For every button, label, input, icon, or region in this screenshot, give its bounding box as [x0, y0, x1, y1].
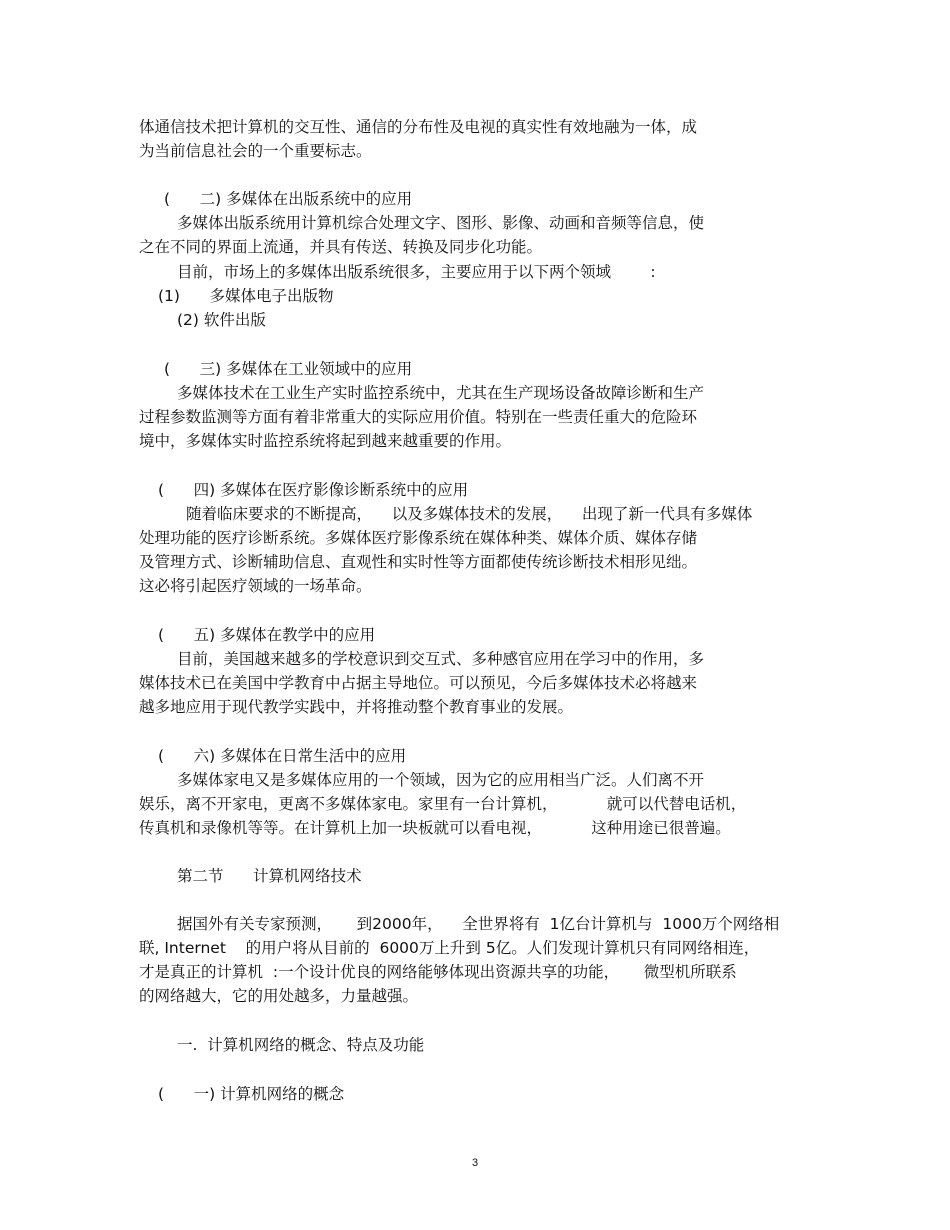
text-line: 目前，美国越来越多的学校意识到交互式、多种感官应用在学习中的作用，多 [177, 650, 705, 668]
text-line: 越多地应用于现代教学实践中，并将推动整个教育事业的发展。 [139, 698, 574, 716]
text-line: 多媒体技术在工业生产实时监控系统中，尤其在生产现场设备故障诊断和生产 [177, 384, 705, 402]
text-line: 体通信技术把计算机的交互性、通信的分布性及电视的真实性有效地融为一体，成 [139, 118, 698, 136]
text-line: 娱乐，离不开家电，更离不多媒体家电。家里有一台计算机， 就可以代替电话机， [139, 795, 747, 813]
text-line: 的网络越大，它的用处越多，力量越强。 [139, 987, 419, 1005]
list-item: (1) 多媒体电子出版物 [158, 287, 334, 305]
text-line: 之在不同的界面上流通，并具有传送、转换及同步化功能。 [139, 238, 543, 256]
page-number: 3 [471, 1157, 479, 1169]
chapter-heading: 第二节 计算机网络技术 [177, 867, 362, 885]
section-heading: ( 一) 计算机网络的概念 [158, 1085, 345, 1103]
text-line: 这必将引起医疗领域的一场革命。 [139, 577, 372, 595]
section-heading: ( 二) 多媒体在出版系统中的应用 [164, 190, 413, 208]
text-line: 联, Internet 的用户将从目前的 6000万上升到 5亿。人们发现计算机只有同网络相连， [139, 939, 760, 957]
text-line: 过程参数监测等方面有着非常重大的实际应用价值。特别在一些责任重大的危险环 [139, 408, 698, 426]
text-line: 才是真正的计算机 :一个设计优良的网络能够体现出资源共享的功能， 微型机所联系 [139, 963, 737, 981]
text-line: 多媒体出版系统用计算机综合处理文字、图形、影像、动画和音频等信息，使 [177, 214, 705, 232]
text-line: 据国外有关专家预测， 到2000年， 全世界将有 1亿台计算机与 1000万个网络相 [177, 915, 780, 933]
text-line: 随着临床要求的不断提高， 以及多媒体技术的发展， 出现了新一代具有多媒体 [186, 505, 753, 523]
text-line: 为当前信息社会的一个重要标志。 [139, 142, 372, 160]
list-item: (2) 软件出版 [177, 311, 266, 329]
section-heading: ( 四) 多媒体在医疗影像诊断系统中的应用 [158, 481, 469, 499]
section-heading: ( 六) 多媒体在日常生活中的应用 [158, 747, 407, 765]
text-line: 媒体技术已在美国中学教育中占据主导地位。可以预见，今后多媒体技术必将越来 [139, 674, 698, 692]
text-line: 传真机和录像机等等。在计算机上加一块板就可以看电视， 这种用途已很普遍。 [139, 819, 731, 837]
text-line: 处理功能的医疗诊断系统。多媒体医疗影像系统在媒体种类、媒体介质、媒体存储 [139, 529, 698, 547]
text-line: 及管理方式、诊断辅助信息、直观性和实时性等方面都使传统诊断技术相形见绌。 [139, 553, 698, 571]
text-line: 目前，市场上的多媒体出版系统很多，主要应用于以下两个领域 : [177, 263, 656, 281]
text-line: 境中，多媒体实时监控系统将起到越来越重要的作用。 [139, 432, 512, 450]
section-heading: 一. 计算机网络的概念、特点及功能 [177, 1036, 425, 1054]
text-line: 多媒体家电又是多媒体应用的一个领域，因为它的应用相当广泛。人们离不开 [177, 771, 705, 789]
section-heading: ( 三) 多媒体在工业领域中的应用 [164, 360, 413, 378]
section-heading: ( 五) 多媒体在教学中的应用 [158, 626, 376, 644]
